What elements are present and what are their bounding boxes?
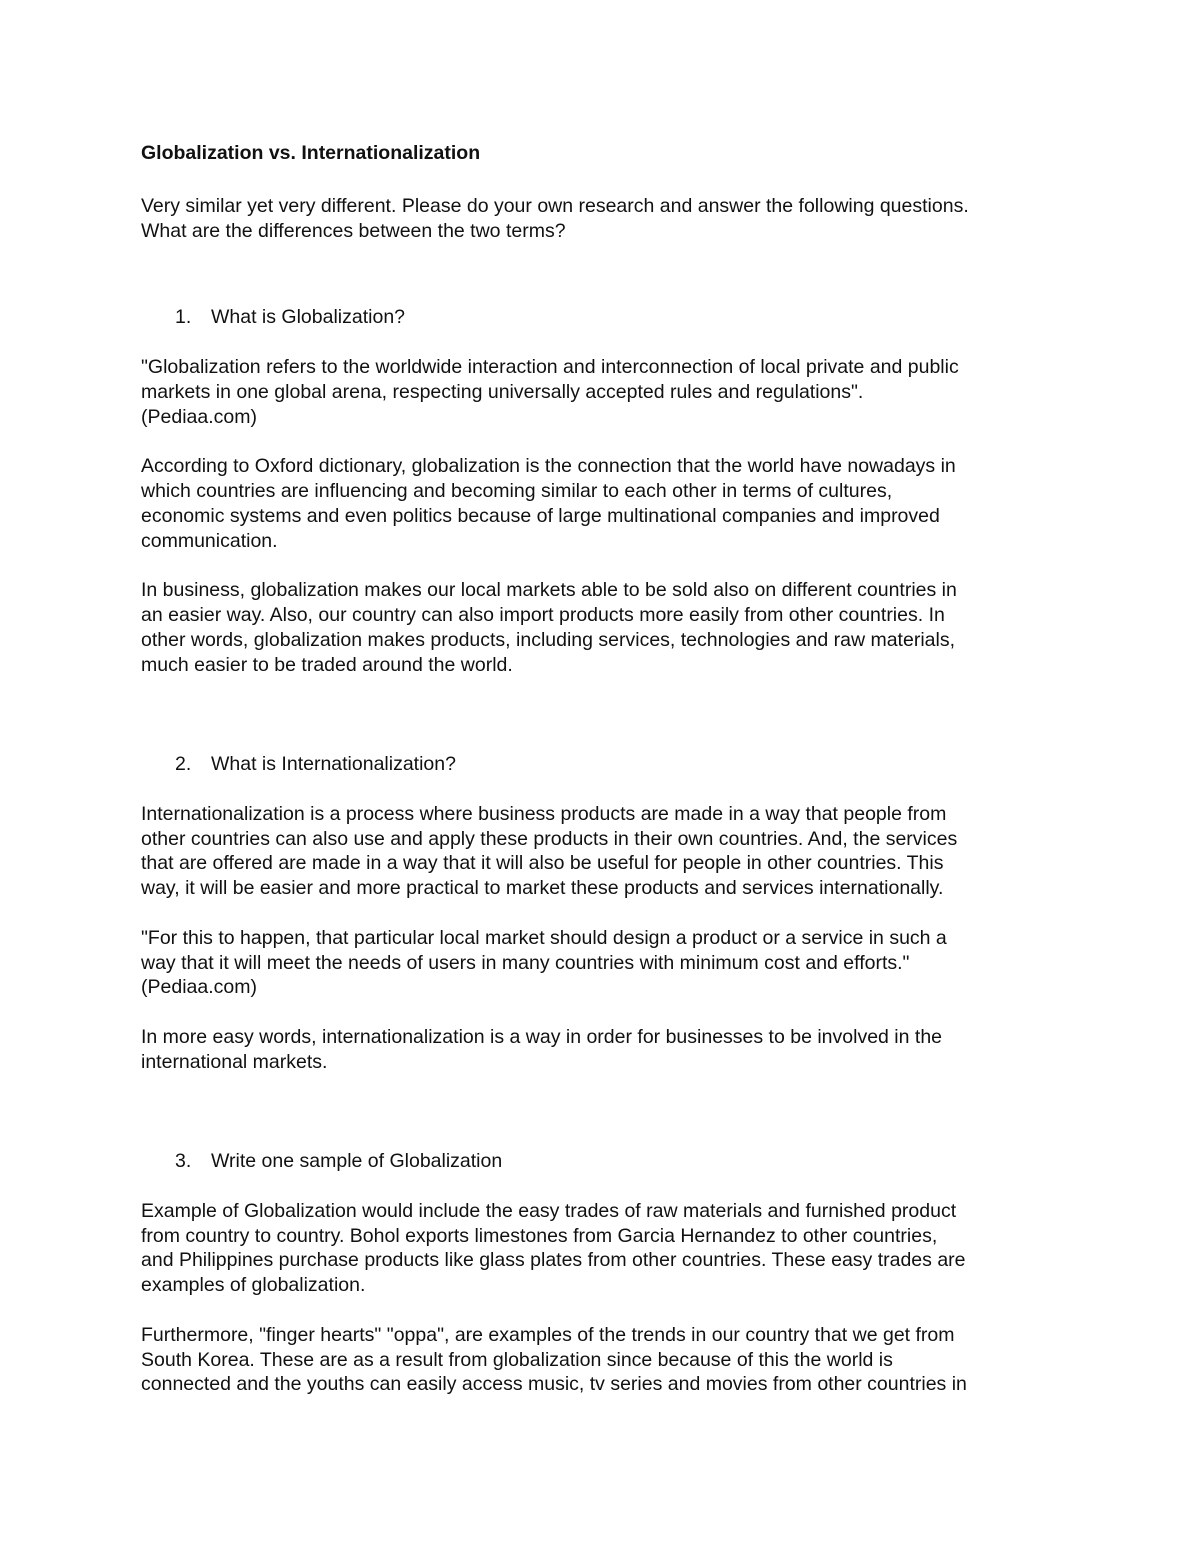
text-line: "Globalization refers to the worldwide interaction and interconnection of local private and public <box>141 355 959 378</box>
text-line: In business, globalization makes our local markets able to be sold also on different countries in <box>141 579 957 602</box>
text-line: (Pediaa.com) <box>141 976 257 999</box>
text-line: way that it will meet the needs of users in many countries with minimum cost and efforts." <box>141 951 910 974</box>
answer-paragraph <box>141 802 1061 901</box>
intro-paragraph <box>141 194 1061 244</box>
question-text: What is Internationalization? <box>211 753 456 776</box>
question-2 <box>141 752 1061 777</box>
text-line: markets in one global arena, respecting universally accepted rules and regulations". <box>141 380 864 403</box>
question-1 <box>141 305 1061 330</box>
text-line: communication. <box>141 529 278 552</box>
question-3 <box>141 1149 1061 1174</box>
text-line: that are offered are made in a way that it will also be useful for people in other countries. This <box>141 852 944 875</box>
answer-paragraph <box>141 1323 1061 1397</box>
text-line: examples of globalization. <box>141 1274 366 1297</box>
question-text: Write one sample of Globalization <box>211 1150 503 1173</box>
answer-paragraph <box>141 578 1061 677</box>
document-body <box>141 141 1061 1422</box>
intro-line: What are the differences between the two terms? <box>141 219 566 242</box>
answer-paragraph <box>141 1199 1061 1298</box>
document-title: Globalization vs. Internationalization <box>141 142 481 164</box>
text-line: way, it will be easier and more practical to market these products and services internationally. <box>141 877 944 900</box>
text-line: South Korea. These are as a result from globalization since because of this the world is <box>141 1348 893 1371</box>
text-line: According to Oxford dictionary, globalization is the connection that the world have nowadays in <box>141 455 956 478</box>
text-line: connected and the youths can easily access music, tv series and movies from other countries in <box>141 1373 967 1396</box>
text-line: an easier way. Also, our country can also import products more easily from other countries. In <box>141 603 945 626</box>
text-line: Example of Globalization would include the easy trades of raw materials and furnished product <box>141 1199 957 1222</box>
text-line: In more easy words, internationalization is a way in order for businesses to be involved in the <box>141 1025 943 1048</box>
text-line: other countries can also use and apply these products in their own countries. And, the services <box>141 827 958 850</box>
answer-paragraph <box>141 454 1061 553</box>
question-number: 2. <box>175 753 192 776</box>
text-line: and Philippines purchase products like glass plates from other countries. These easy trades are <box>141 1249 966 1272</box>
text-line: international markets. <box>141 1050 328 1073</box>
text-line: which countries are influencing and becoming similar to each other in terms of cultures, <box>141 479 893 502</box>
text-line: from country to country. Bohol exports limestones from Garcia Hernandez to other countries, <box>141 1224 938 1247</box>
question-number: 3. <box>175 1150 192 1173</box>
text-line: (Pediaa.com) <box>141 405 257 428</box>
text-line: economic systems and even politics because of large multinational companies and improved <box>141 504 940 527</box>
question-number: 1. <box>175 306 192 329</box>
intro-line: Very similar yet very different. Please do your own research and answer the following questions. <box>141 194 969 217</box>
text-line: other words, globalization makes products, including services, technologies and raw materials, <box>141 628 955 651</box>
answer-paragraph <box>141 355 1061 429</box>
section-spacer <box>141 1099 1061 1149</box>
answer-paragraph <box>141 926 1061 1000</box>
answer-paragraph <box>141 1025 1061 1075</box>
text-line: Furthermore, "finger hearts" "oppa", are examples of the trends in our country that we get from <box>141 1323 955 1346</box>
text-line: "For this to happen, that particular local market should design a product or a service in such a <box>141 926 947 949</box>
section-spacer <box>141 702 1061 752</box>
question-text: What is Globalization? <box>211 306 406 329</box>
text-line: Internationalization is a process where business products are made in a way that people from <box>141 802 947 825</box>
text-line: much easier to be traded around the world. <box>141 653 513 676</box>
